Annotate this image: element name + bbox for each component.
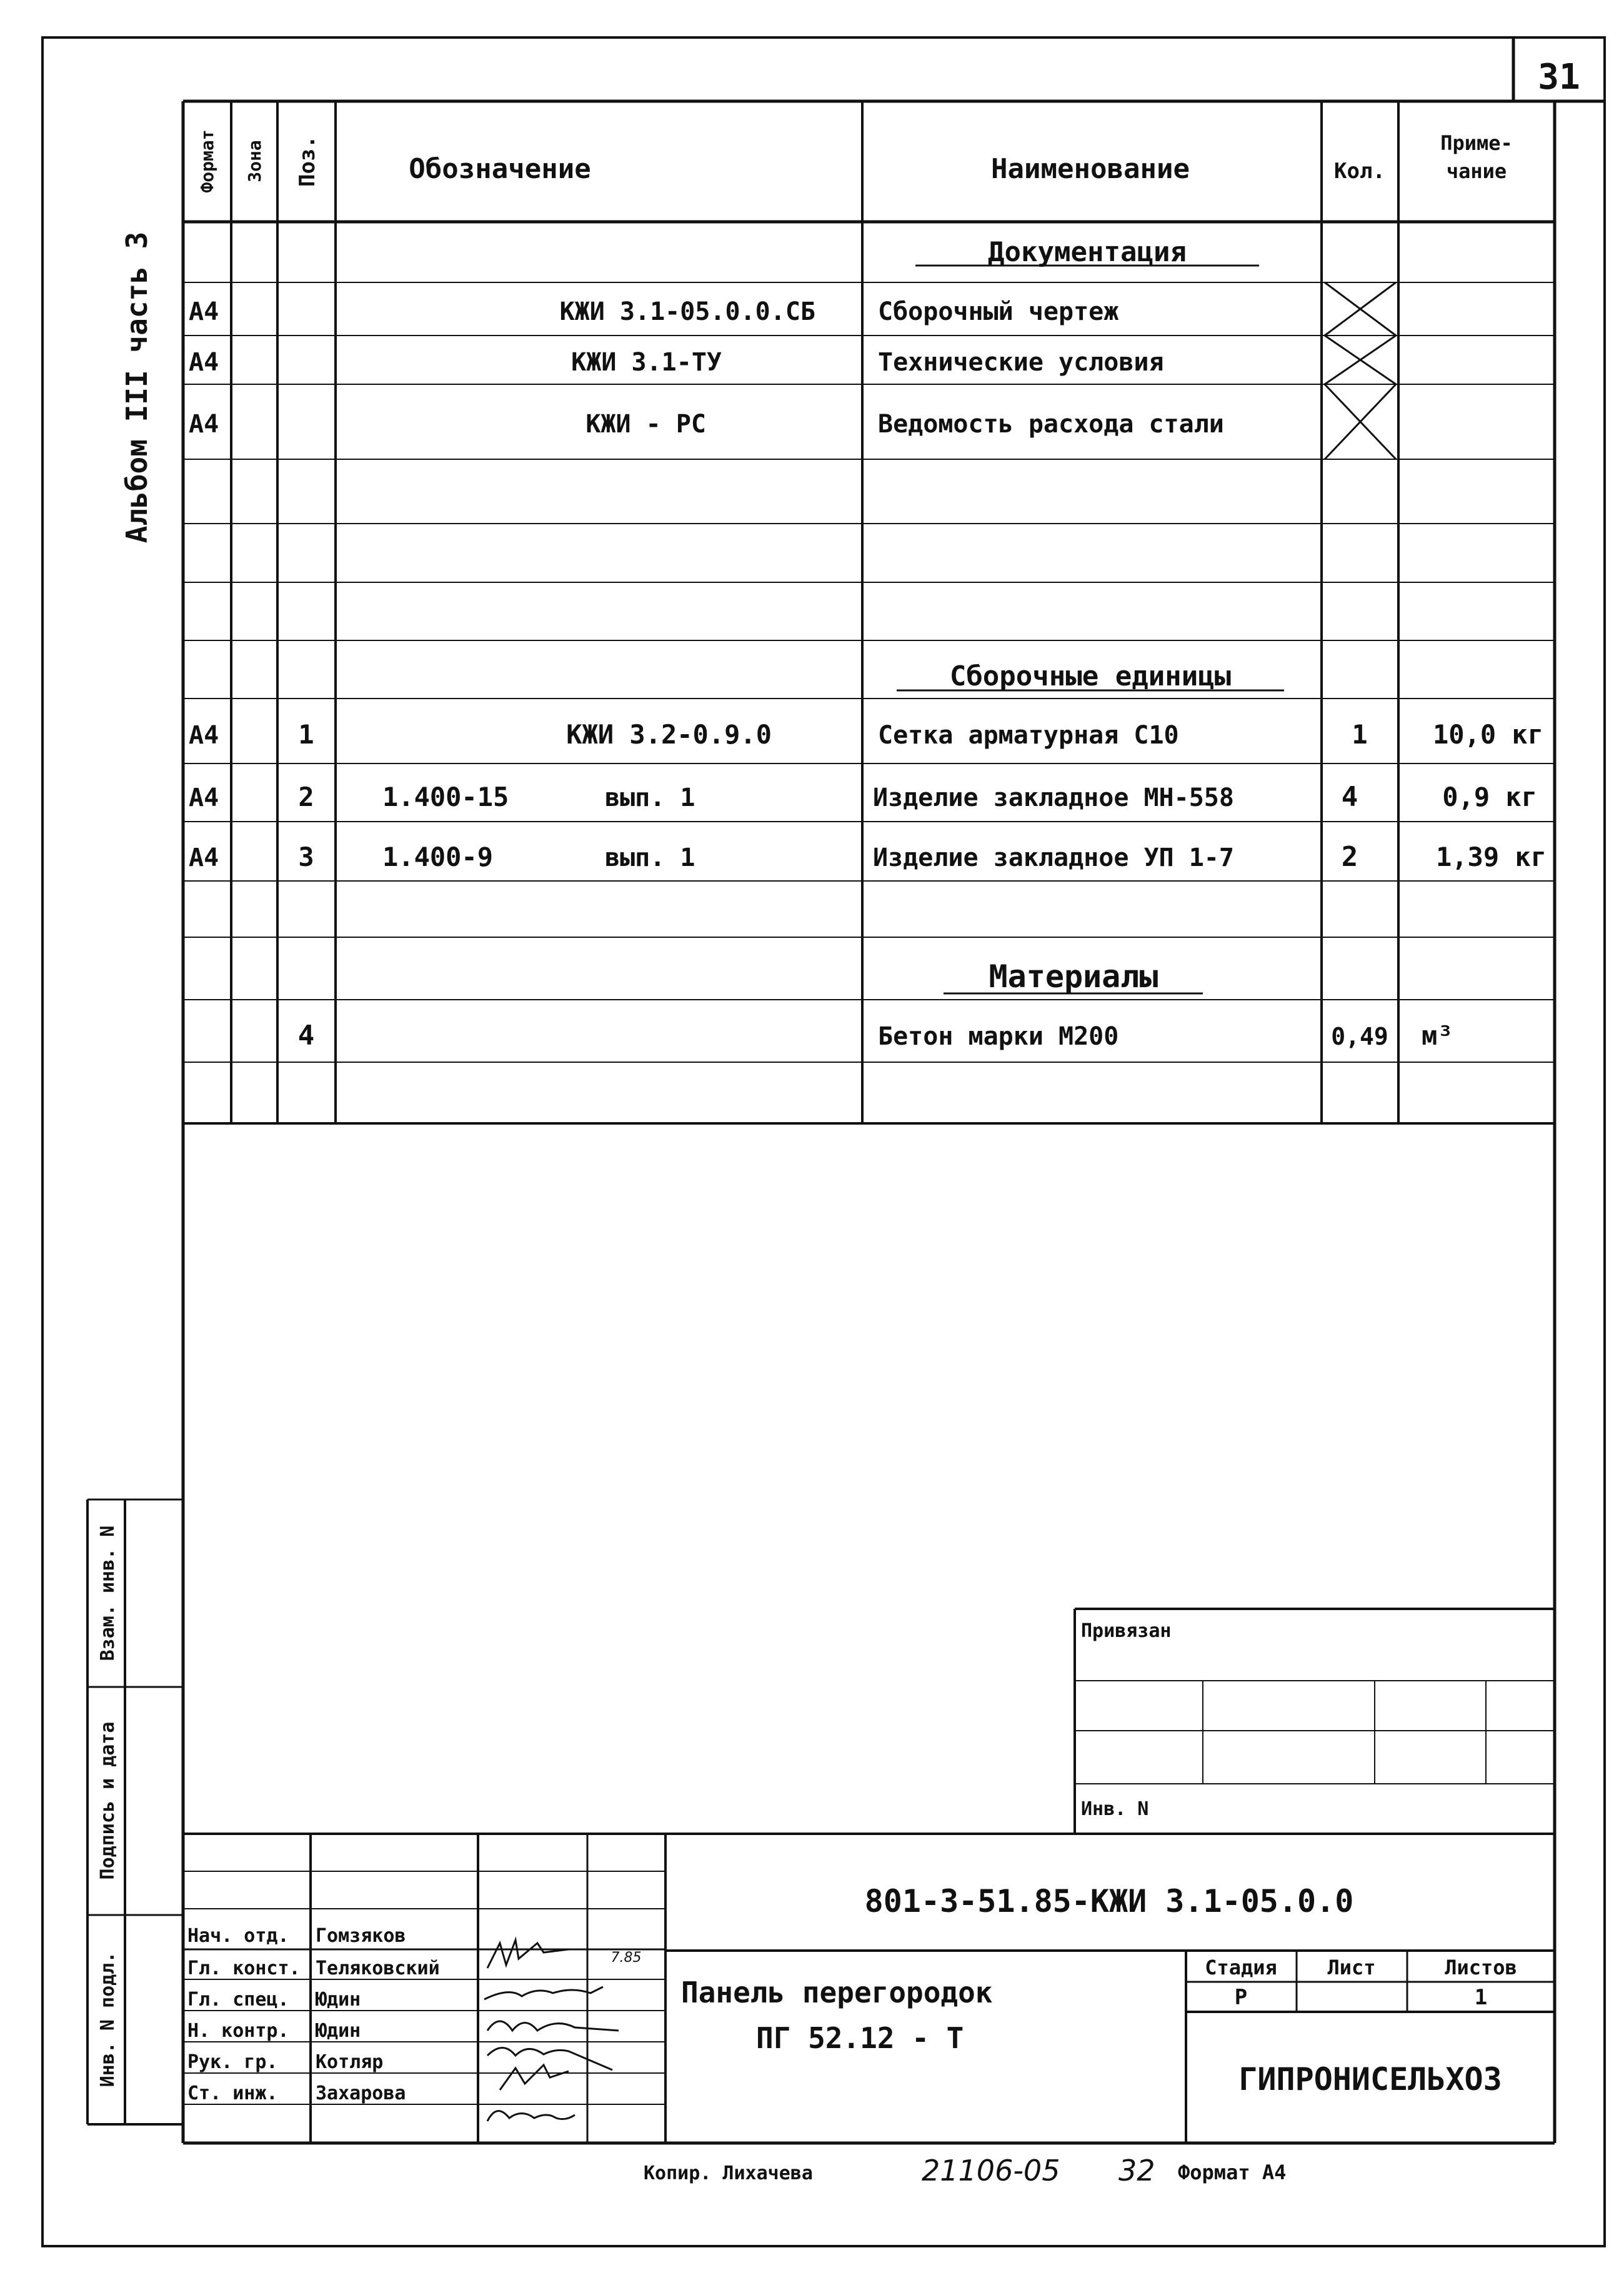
signature-name: Захарова	[316, 2082, 406, 2104]
signature-name: Гомзяков	[316, 1925, 406, 1947]
header-note-line1: Приме-	[1440, 131, 1513, 155]
row-asm1-format: А4	[189, 721, 219, 750]
row-asm2-pos: 2	[298, 782, 314, 812]
row-asm1-qty: 1	[1352, 719, 1368, 750]
side-inv-subst: Взам. инв. N	[97, 1525, 119, 1661]
side-inv-orig: Инв. N подл.	[97, 1951, 119, 2087]
side-sign-date: Подпись и дата	[97, 1721, 119, 1880]
row-doc2-format: А4	[189, 348, 219, 377]
row-doc1-name: Сборочный чертеж	[878, 297, 1119, 326]
row-asm3-issue: вып. 1	[605, 843, 695, 872]
date-mark: 7.85	[610, 1950, 642, 1966]
row-asm2-format: А4	[189, 783, 219, 812]
signature-name: Котляр	[316, 2051, 384, 2073]
signature-role: Н. контр.	[187, 2020, 289, 2042]
album-label: Альбом III часть 3	[120, 231, 154, 544]
stage-label: Стадия	[1205, 1956, 1277, 1979]
signature-role: Гл. спец.	[187, 1989, 289, 2011]
sheets-value: 1	[1474, 1985, 1488, 2010]
signature-5	[500, 2065, 569, 2090]
signature-4	[487, 2048, 612, 2071]
row-doc2-name: Технические условия	[878, 348, 1164, 377]
frame-lines	[42, 37, 1605, 2246]
signature-role: Ст. инж.	[187, 2082, 278, 2104]
row-doc3-name: Ведомость расхода стали	[878, 410, 1224, 439]
stage-value: Р	[1234, 1985, 1248, 2010]
signature-3	[487, 2021, 619, 2031]
organization-name: ГИПРОНИСЕЛЬХОЗ	[1238, 2061, 1502, 2097]
row-asm2-issue: вып. 1	[605, 783, 695, 812]
section-assembly-units: Сборочные единицы	[949, 660, 1232, 692]
header-note-line2: чание	[1446, 159, 1507, 183]
section-materials: Материалы	[989, 958, 1158, 995]
header-zone: Зона	[244, 140, 265, 182]
signature-role: Нач. отд.	[187, 1925, 289, 1947]
signature-role: Рук. гр.	[187, 2051, 278, 2073]
row-doc3-format: А4	[189, 410, 219, 439]
row-mat1-note: м³	[1422, 1020, 1453, 1051]
row-asm3-name: Изделие закладное УП 1-7	[873, 843, 1234, 872]
row-mat1-qty: 0,49	[1331, 1023, 1388, 1050]
signature-name: Юдин	[316, 2020, 361, 2042]
document-code: 801-3-51.85-КЖИ 3.1-05.0.0	[864, 1883, 1354, 1919]
row-mat1-name: Бетон марки М200	[878, 1022, 1119, 1051]
row-asm3-designation: 1.400-9	[382, 842, 494, 872]
row-asm1-name: Сетка арматурная С10	[878, 721, 1179, 750]
row-asm2-qty: 4	[1341, 781, 1358, 813]
product-name-line1: Панель перегородок	[681, 1976, 993, 2009]
row-asm3-qty: 2	[1341, 841, 1358, 873]
footer-format: Формат А4	[1178, 2161, 1287, 2184]
binding-inv: Инв. N	[1081, 1798, 1149, 1820]
signature-1	[487, 1940, 569, 1968]
row-asm1-designation: КЖИ 3.2-0.9.0	[566, 719, 772, 750]
row-asm3-note: 1,39 кг	[1435, 842, 1547, 872]
product-name-line2: ПГ 52.12 - Т	[756, 2021, 964, 2055]
header-name: Наименование	[991, 153, 1190, 185]
signature-2	[484, 1987, 603, 1999]
sheet-label: Лист	[1327, 1956, 1376, 1979]
header-pos: Поз.	[295, 136, 320, 187]
row-doc3-designation: КЖИ - РС	[585, 410, 706, 439]
header-designation: Обозначение	[409, 153, 591, 185]
sheets-label: Листов	[1445, 1956, 1517, 1979]
row-asm1-pos: 1	[298, 719, 314, 750]
row-asm3-format: А4	[189, 843, 219, 872]
row-asm2-designation: 1.400-15	[382, 782, 509, 812]
footer-number: 21106-05	[922, 2154, 1060, 2187]
binding-title: Привязан	[1081, 1620, 1172, 1642]
footer-copied: Копир. Лихачева	[644, 2162, 813, 2184]
row-asm2-note: 0,9 кг	[1442, 782, 1537, 812]
row-asm3-pos: 3	[298, 842, 314, 872]
row-mat1-pos: 4	[297, 1020, 315, 1052]
signature-6	[487, 2111, 575, 2121]
sheet-number: 31	[1538, 57, 1580, 97]
row-doc1-designation: КЖИ 3.1-05.0.0.СБ	[559, 297, 815, 326]
header-format: Формат	[197, 129, 217, 193]
row-asm1-note: 10,0 кг	[1432, 719, 1543, 750]
signature-role: Гл. конст.	[187, 1957, 301, 1979]
header-qty: Кол.	[1334, 159, 1385, 184]
row-doc2-designation: КЖИ 3.1-ТУ	[571, 348, 722, 377]
signature-name: Теляковский	[316, 1957, 440, 1979]
row-asm2-name: Изделие закладное МН-558	[873, 783, 1234, 812]
section-documentation: Документация	[988, 236, 1187, 268]
signature-name: Юдин	[316, 1989, 361, 2011]
row-doc1-format: А4	[189, 297, 219, 326]
footer-page: 32	[1118, 2154, 1155, 2187]
signature-strokes	[484, 1940, 619, 2121]
